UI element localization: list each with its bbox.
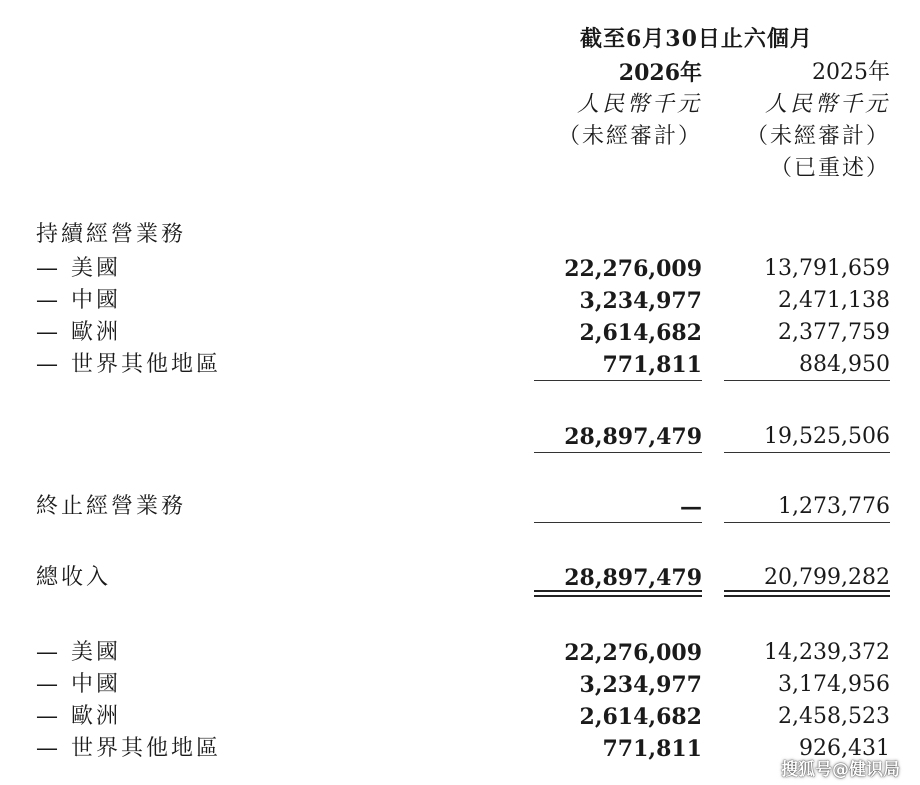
row-label: — 美國 [36, 640, 121, 665]
total-2026: 28,897,479 [564, 565, 702, 591]
subtotal-2025: 19,525,506 [764, 424, 890, 449]
row-label: — 世界其他地區 [36, 736, 221, 761]
year-2025-header: 2025年 [812, 60, 890, 85]
continuing-operations-title: 持續經營業務 [36, 222, 187, 247]
restated-2025-header: （已重述） [769, 156, 890, 181]
value-2026: 22,276,009 [564, 640, 702, 666]
underline-2026 [534, 522, 702, 523]
underline-2026 [534, 380, 702, 381]
row-label: — 中國 [36, 672, 121, 697]
underline-2025 [724, 522, 890, 523]
discontinued-operations-title: 終止經營業務 [36, 494, 187, 519]
double-underline-2025 [724, 590, 890, 597]
row-label: — 歐洲 [36, 320, 121, 345]
underline-2026 [534, 452, 702, 453]
value-2025: 13,791,659 [764, 256, 890, 281]
currency-2026-header: 人民幣千元 [576, 92, 702, 117]
period-heading: 截至6月30日止六個月 [580, 26, 813, 52]
value-2025: 2,377,759 [778, 320, 890, 345]
value-2025: 14,239,372 [764, 640, 890, 665]
discontinued-2025: 1,273,776 [778, 494, 890, 519]
row-label: — 中國 [36, 288, 121, 313]
total-2025: 20,799,282 [764, 565, 890, 590]
value-2025: 2,458,523 [778, 704, 890, 729]
currency-2025-header: 人民幣千元 [764, 92, 890, 117]
audit-2025-header: （未經審計） [745, 124, 890, 149]
value-2025: 926,431 [799, 736, 890, 761]
value-2026: 2,614,682 [579, 704, 702, 730]
value-2025: 884,950 [799, 352, 890, 377]
value-2026: 22,276,009 [564, 256, 702, 282]
audit-2026-header: （未經審計） [557, 124, 702, 149]
value-2026: 3,234,977 [579, 672, 702, 698]
row-label: — 美國 [36, 256, 121, 281]
value-2026: 771,811 [602, 736, 702, 762]
value-2026: 771,811 [602, 352, 702, 378]
value-2025: 3,174,956 [778, 672, 890, 697]
watermark: 搜狐号@健识局 [781, 760, 900, 780]
subtotal-2026: 28,897,479 [564, 424, 702, 450]
row-label: — 世界其他地區 [36, 352, 221, 377]
underline-2025 [724, 452, 890, 453]
total-revenue-title: 總收入 [36, 565, 112, 590]
double-underline-2026 [534, 590, 702, 597]
value-2025: 2,471,138 [778, 288, 890, 313]
value-2026: 2,614,682 [579, 320, 702, 346]
discontinued-2026: — [680, 494, 702, 520]
row-label: — 歐洲 [36, 704, 121, 729]
value-2026: 3,234,977 [579, 288, 702, 314]
year-2026-header: 2026年 [618, 60, 702, 86]
underline-2025 [724, 380, 890, 381]
